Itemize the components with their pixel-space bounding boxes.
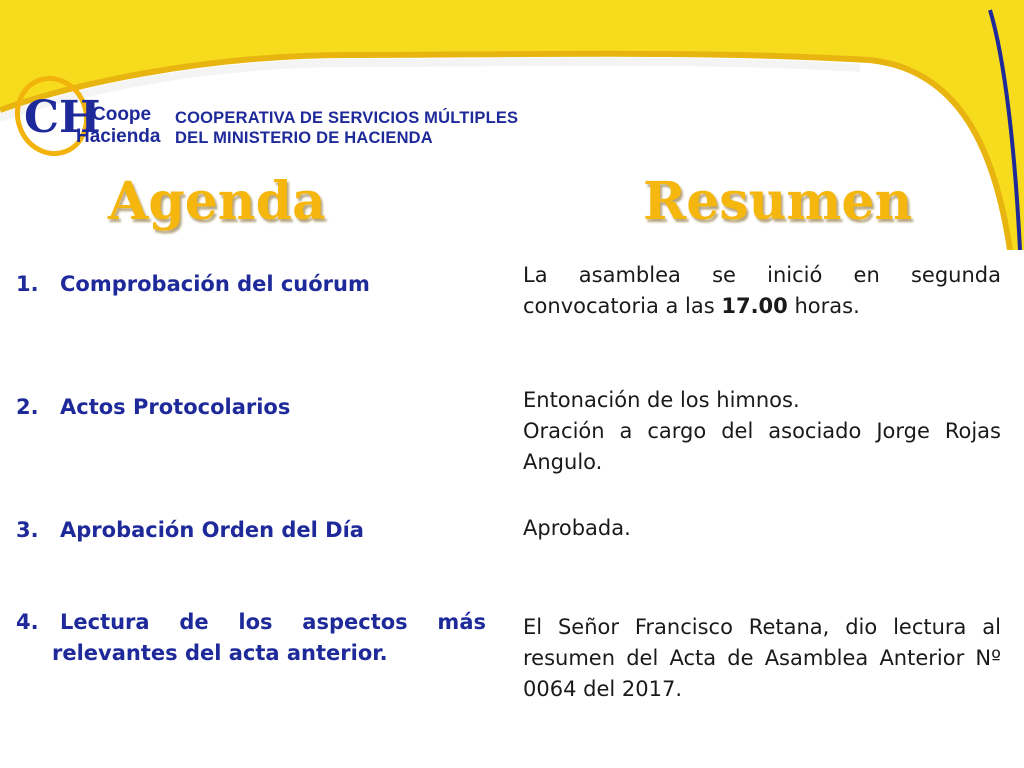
agenda-item-text: Aprobación Orden del Día — [60, 518, 364, 542]
agenda-item-number: 3. — [16, 518, 39, 542]
agenda-item-4 — [16, 607, 486, 669]
coope-hacienda-logo — [14, 70, 164, 160]
svg-text:CH: CH — [24, 92, 101, 143]
svg-text:Hacienda: Hacienda — [76, 126, 161, 147]
summary-item-1 — [523, 260, 1001, 322]
agenda-item-number: 2. — [16, 395, 39, 419]
svg-text:Coope: Coope — [92, 104, 152, 125]
summary-item-3: Aprobada. — [523, 516, 631, 540]
summary-text-line1: Entonación de los himnos. — [523, 388, 800, 412]
org-name-line2: DEL MINISTERIO DE HACIENDA — [175, 129, 433, 147]
org-name-line1: COOPERATIVA DE SERVICIOS MÚLTIPLES — [175, 109, 519, 127]
resumen-heading: Resumen — [643, 171, 913, 232]
summary-item-2 — [523, 385, 1001, 478]
agenda-item-3 — [16, 515, 486, 546]
summary-text-end: horas. — [787, 294, 860, 318]
organization-name — [175, 108, 518, 148]
agenda-item-number: 1. — [16, 272, 39, 296]
agenda-item-1 — [16, 269, 486, 300]
summary-time: 17.00 — [721, 294, 788, 318]
agenda-item-2 — [16, 392, 486, 423]
agenda-heading: Agenda — [108, 171, 326, 232]
agenda-item-text: Lectura de los aspectos más — [60, 610, 486, 634]
agenda-item-number: 4. — [16, 610, 39, 634]
summary-text-line2: Oración a cargo del asociado Jorge Rojas Angulo. — [523, 419, 1001, 474]
agenda-item-text-cont: relevantes del acta anterior. — [52, 641, 388, 665]
summary-text: La asamblea se inició en segunda convocatoria a las — [523, 263, 1001, 318]
agenda-item-text: Actos Protocolarios — [60, 395, 291, 419]
summary-item-4: El Señor Francisco Retana, dio lectura al resumen del Acta de Asamblea Anterior Nº 0064 del 2017. — [523, 615, 1001, 701]
agenda-item-text: Comprobación del cuórum — [60, 272, 370, 296]
